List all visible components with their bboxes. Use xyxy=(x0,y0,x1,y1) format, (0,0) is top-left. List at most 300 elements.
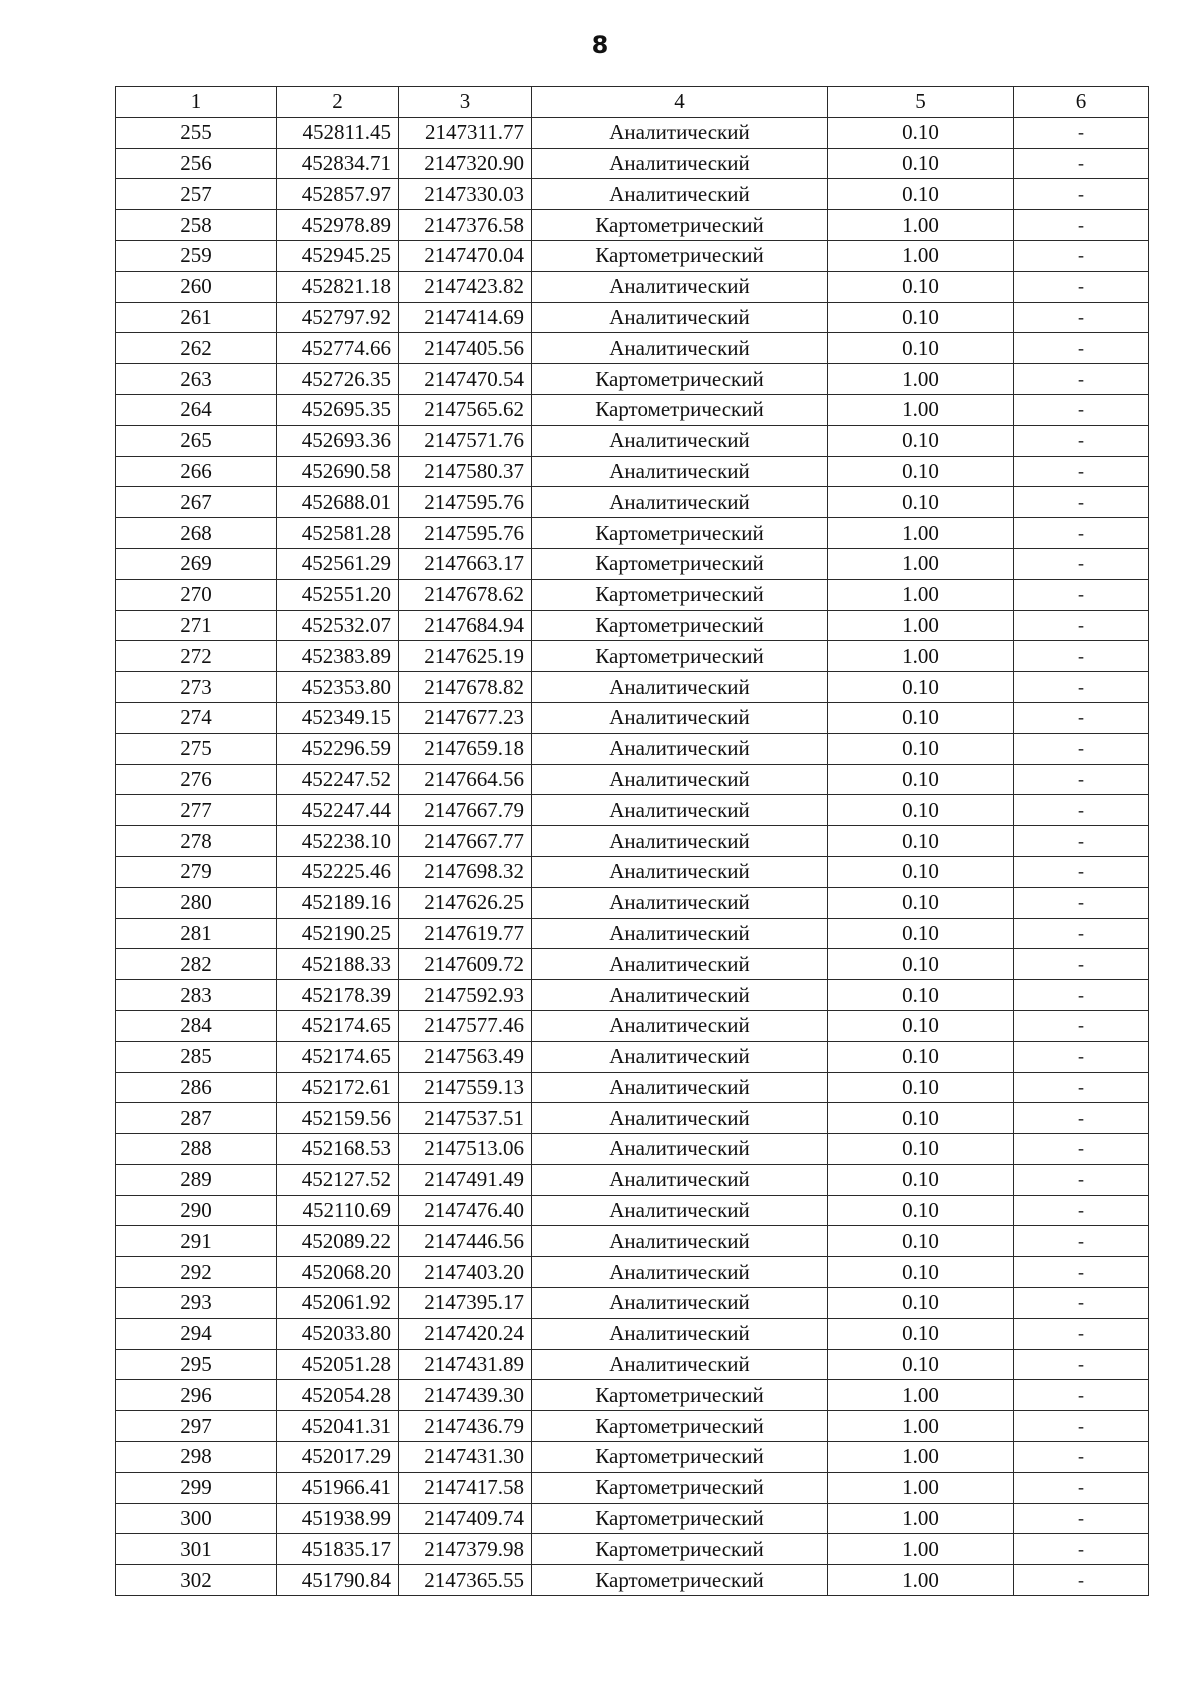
method-cell: Аналитический xyxy=(532,887,828,918)
description-cell: - xyxy=(1014,733,1149,764)
method-cell: Аналитический xyxy=(532,1072,828,1103)
method-cell: Аналитический xyxy=(532,1288,828,1319)
x-coordinate-cell: 452532.07 xyxy=(277,610,399,641)
accuracy-cell: 0.10 xyxy=(828,764,1014,795)
y-coordinate-cell: 2147414.69 xyxy=(399,302,532,333)
method-cell: Аналитический xyxy=(532,1226,828,1257)
table-row xyxy=(116,610,1149,641)
description-cell: - xyxy=(1014,1411,1149,1442)
point-number-cell: 297 xyxy=(116,1411,277,1442)
x-coordinate-cell: 452061.92 xyxy=(277,1288,399,1319)
point-number-cell: 267 xyxy=(116,487,277,518)
y-coordinate-cell: 2147446.56 xyxy=(399,1226,532,1257)
accuracy-cell: 0.10 xyxy=(828,1103,1014,1134)
x-coordinate-cell: 452353.80 xyxy=(277,672,399,703)
accuracy-cell: 1.00 xyxy=(828,548,1014,579)
y-coordinate-cell: 2147592.93 xyxy=(399,980,532,1011)
method-cell: Картометрический xyxy=(532,610,828,641)
y-coordinate-cell: 2147513.06 xyxy=(399,1134,532,1165)
table-row xyxy=(116,271,1149,302)
x-coordinate-cell: 452797.92 xyxy=(277,302,399,333)
description-cell: - xyxy=(1014,1565,1149,1596)
description-cell: - xyxy=(1014,1226,1149,1257)
x-coordinate-cell: 451835.17 xyxy=(277,1534,399,1565)
accuracy-cell: 0.10 xyxy=(828,672,1014,703)
y-coordinate-cell: 2147684.94 xyxy=(399,610,532,641)
y-coordinate-cell: 2147565.62 xyxy=(399,394,532,425)
method-cell: Картометрический xyxy=(532,548,828,579)
y-coordinate-cell: 2147626.25 xyxy=(399,887,532,918)
point-number-cell: 291 xyxy=(116,1226,277,1257)
table-row xyxy=(116,702,1149,733)
x-coordinate-cell: 452349.15 xyxy=(277,702,399,733)
y-coordinate-cell: 2147678.82 xyxy=(399,672,532,703)
description-cell: - xyxy=(1014,1380,1149,1411)
table-row xyxy=(116,425,1149,456)
y-coordinate-cell: 2147365.55 xyxy=(399,1565,532,1596)
x-coordinate-cell: 452190.25 xyxy=(277,918,399,949)
point-number-cell: 263 xyxy=(116,364,277,395)
point-number-cell: 271 xyxy=(116,610,277,641)
method-cell: Картометрический xyxy=(532,364,828,395)
description-cell: - xyxy=(1014,1503,1149,1534)
x-coordinate-cell: 451938.99 xyxy=(277,1503,399,1534)
accuracy-cell: 0.10 xyxy=(828,456,1014,487)
header-cell: 3 xyxy=(399,87,532,118)
description-cell: - xyxy=(1014,456,1149,487)
table-row xyxy=(116,672,1149,703)
table-row xyxy=(116,117,1149,148)
point-number-cell: 261 xyxy=(116,302,277,333)
method-cell: Аналитический xyxy=(532,856,828,887)
point-number-cell: 293 xyxy=(116,1288,277,1319)
description-cell: - xyxy=(1014,641,1149,672)
table-row xyxy=(116,1072,1149,1103)
point-number-cell: 270 xyxy=(116,579,277,610)
y-coordinate-cell: 2147678.62 xyxy=(399,579,532,610)
method-cell: Аналитический xyxy=(532,672,828,703)
method-cell: Аналитический xyxy=(532,271,828,302)
accuracy-cell: 1.00 xyxy=(828,1380,1014,1411)
method-cell: Аналитический xyxy=(532,980,828,1011)
table-row xyxy=(116,1380,1149,1411)
x-coordinate-cell: 452127.52 xyxy=(277,1164,399,1195)
y-coordinate-cell: 2147663.17 xyxy=(399,548,532,579)
accuracy-cell: 0.10 xyxy=(828,1072,1014,1103)
y-coordinate-cell: 2147698.32 xyxy=(399,856,532,887)
description-cell: - xyxy=(1014,949,1149,980)
point-number-cell: 280 xyxy=(116,887,277,918)
accuracy-cell: 1.00 xyxy=(828,579,1014,610)
y-coordinate-cell: 2147609.72 xyxy=(399,949,532,980)
description-cell: - xyxy=(1014,271,1149,302)
method-cell: Картометрический xyxy=(532,394,828,425)
method-cell: Аналитический xyxy=(532,1318,828,1349)
description-cell: - xyxy=(1014,702,1149,733)
y-coordinate-cell: 2147619.77 xyxy=(399,918,532,949)
x-coordinate-cell: 452774.66 xyxy=(277,333,399,364)
method-cell: Аналитический xyxy=(532,1257,828,1288)
method-cell: Аналитический xyxy=(532,333,828,364)
method-cell: Аналитический xyxy=(532,179,828,210)
x-coordinate-cell: 452561.29 xyxy=(277,548,399,579)
table-row xyxy=(116,980,1149,1011)
y-coordinate-cell: 2147563.49 xyxy=(399,1041,532,1072)
accuracy-cell: 1.00 xyxy=(828,210,1014,241)
table-row xyxy=(116,1411,1149,1442)
point-number-cell: 299 xyxy=(116,1472,277,1503)
description-cell: - xyxy=(1014,1134,1149,1165)
x-coordinate-cell: 452693.36 xyxy=(277,425,399,456)
table-row xyxy=(116,456,1149,487)
table-row xyxy=(116,887,1149,918)
description-cell: - xyxy=(1014,672,1149,703)
description-cell: - xyxy=(1014,980,1149,1011)
accuracy-cell: 0.10 xyxy=(828,1349,1014,1380)
description-cell: - xyxy=(1014,579,1149,610)
x-coordinate-cell: 452189.16 xyxy=(277,887,399,918)
point-number-cell: 282 xyxy=(116,949,277,980)
description-cell: - xyxy=(1014,826,1149,857)
table-row xyxy=(116,487,1149,518)
accuracy-cell: 0.10 xyxy=(828,887,1014,918)
table-row xyxy=(116,1010,1149,1041)
point-number-cell: 279 xyxy=(116,856,277,887)
table-row xyxy=(116,949,1149,980)
x-coordinate-cell: 452857.97 xyxy=(277,179,399,210)
method-cell: Картометрический xyxy=(532,210,828,241)
method-cell: Аналитический xyxy=(532,117,828,148)
method-cell: Картометрический xyxy=(532,1380,828,1411)
description-cell: - xyxy=(1014,1041,1149,1072)
table-row xyxy=(116,179,1149,210)
method-cell: Аналитический xyxy=(532,795,828,826)
x-coordinate-cell: 452247.44 xyxy=(277,795,399,826)
y-coordinate-cell: 2147439.30 xyxy=(399,1380,532,1411)
table-row xyxy=(116,826,1149,857)
x-coordinate-cell: 452821.18 xyxy=(277,271,399,302)
table-row xyxy=(116,764,1149,795)
description-cell: - xyxy=(1014,1288,1149,1319)
method-cell: Аналитический xyxy=(532,918,828,949)
header-cell: 4 xyxy=(532,87,828,118)
table-row xyxy=(116,1565,1149,1596)
y-coordinate-cell: 2147409.74 xyxy=(399,1503,532,1534)
table-row xyxy=(116,918,1149,949)
point-number-cell: 273 xyxy=(116,672,277,703)
y-coordinate-cell: 2147403.20 xyxy=(399,1257,532,1288)
table-row xyxy=(116,1503,1149,1534)
method-cell: Картометрический xyxy=(532,1472,828,1503)
point-number-cell: 284 xyxy=(116,1010,277,1041)
description-cell: - xyxy=(1014,425,1149,456)
table-row xyxy=(116,1164,1149,1195)
point-number-cell: 286 xyxy=(116,1072,277,1103)
description-cell: - xyxy=(1014,487,1149,518)
description-cell: - xyxy=(1014,364,1149,395)
method-cell: Аналитический xyxy=(532,1041,828,1072)
table-row xyxy=(116,548,1149,579)
y-coordinate-cell: 2147659.18 xyxy=(399,733,532,764)
description-cell: - xyxy=(1014,518,1149,549)
method-cell: Аналитический xyxy=(532,1103,828,1134)
point-number-cell: 290 xyxy=(116,1195,277,1226)
table-row xyxy=(116,641,1149,672)
accuracy-cell: 1.00 xyxy=(828,1411,1014,1442)
description-cell: - xyxy=(1014,1072,1149,1103)
header-cell: 1 xyxy=(116,87,277,118)
description-cell: - xyxy=(1014,548,1149,579)
method-cell: Аналитический xyxy=(532,826,828,857)
x-coordinate-cell: 452041.31 xyxy=(277,1411,399,1442)
method-cell: Аналитический xyxy=(532,1010,828,1041)
table-row xyxy=(116,1103,1149,1134)
point-number-cell: 259 xyxy=(116,240,277,271)
point-number-cell: 295 xyxy=(116,1349,277,1380)
x-coordinate-cell: 452178.39 xyxy=(277,980,399,1011)
description-cell: - xyxy=(1014,1164,1149,1195)
accuracy-cell: 0.10 xyxy=(828,918,1014,949)
table-row xyxy=(116,364,1149,395)
accuracy-cell: 0.10 xyxy=(828,826,1014,857)
point-number-cell: 258 xyxy=(116,210,277,241)
method-cell: Картометрический xyxy=(532,641,828,672)
table-row xyxy=(116,148,1149,179)
y-coordinate-cell: 2147431.89 xyxy=(399,1349,532,1380)
point-number-cell: 272 xyxy=(116,641,277,672)
accuracy-cell: 0.10 xyxy=(828,302,1014,333)
accuracy-cell: 0.10 xyxy=(828,148,1014,179)
x-coordinate-cell: 452238.10 xyxy=(277,826,399,857)
x-coordinate-cell: 452110.69 xyxy=(277,1195,399,1226)
description-cell: - xyxy=(1014,1442,1149,1473)
table-row xyxy=(116,210,1149,241)
x-coordinate-cell: 452834.71 xyxy=(277,148,399,179)
method-cell: Аналитический xyxy=(532,1164,828,1195)
point-number-cell: 255 xyxy=(116,117,277,148)
y-coordinate-cell: 2147537.51 xyxy=(399,1103,532,1134)
table-row xyxy=(116,1534,1149,1565)
x-coordinate-cell: 452383.89 xyxy=(277,641,399,672)
table-header-row xyxy=(116,87,1149,118)
method-cell: Аналитический xyxy=(532,487,828,518)
y-coordinate-cell: 2147664.56 xyxy=(399,764,532,795)
point-number-cell: 264 xyxy=(116,394,277,425)
header-cell: 2 xyxy=(277,87,399,118)
y-coordinate-cell: 2147559.13 xyxy=(399,1072,532,1103)
accuracy-cell: 1.00 xyxy=(828,1534,1014,1565)
y-coordinate-cell: 2147311.77 xyxy=(399,117,532,148)
description-cell: - xyxy=(1014,148,1149,179)
table-row xyxy=(116,394,1149,425)
header-cell: 5 xyxy=(828,87,1014,118)
x-coordinate-cell: 452174.65 xyxy=(277,1010,399,1041)
table-row xyxy=(116,302,1149,333)
x-coordinate-cell: 452225.46 xyxy=(277,856,399,887)
point-number-cell: 298 xyxy=(116,1442,277,1473)
point-number-cell: 256 xyxy=(116,148,277,179)
x-coordinate-cell: 451790.84 xyxy=(277,1565,399,1596)
coordinates-table xyxy=(115,86,1149,1596)
description-cell: - xyxy=(1014,1472,1149,1503)
x-coordinate-cell: 452172.61 xyxy=(277,1072,399,1103)
accuracy-cell: 1.00 xyxy=(828,1565,1014,1596)
accuracy-cell: 1.00 xyxy=(828,240,1014,271)
description-cell: - xyxy=(1014,1195,1149,1226)
accuracy-cell: 0.10 xyxy=(828,1288,1014,1319)
y-coordinate-cell: 2147330.03 xyxy=(399,179,532,210)
description-cell: - xyxy=(1014,210,1149,241)
y-coordinate-cell: 2147470.54 xyxy=(399,364,532,395)
y-coordinate-cell: 2147431.30 xyxy=(399,1442,532,1473)
accuracy-cell: 0.10 xyxy=(828,487,1014,518)
point-number-cell: 294 xyxy=(116,1318,277,1349)
method-cell: Картометрический xyxy=(532,1565,828,1596)
x-coordinate-cell: 452296.59 xyxy=(277,733,399,764)
x-coordinate-cell: 452581.28 xyxy=(277,518,399,549)
accuracy-cell: 1.00 xyxy=(828,1472,1014,1503)
method-cell: Картометрический xyxy=(532,1442,828,1473)
accuracy-cell: 1.00 xyxy=(828,1442,1014,1473)
description-cell: - xyxy=(1014,887,1149,918)
table-row xyxy=(116,579,1149,610)
description-cell: - xyxy=(1014,856,1149,887)
accuracy-cell: 0.10 xyxy=(828,117,1014,148)
point-number-cell: 292 xyxy=(116,1257,277,1288)
x-coordinate-cell: 452690.58 xyxy=(277,456,399,487)
method-cell: Аналитический xyxy=(532,949,828,980)
point-number-cell: 265 xyxy=(116,425,277,456)
x-coordinate-cell: 452174.65 xyxy=(277,1041,399,1072)
accuracy-cell: 0.10 xyxy=(828,1318,1014,1349)
method-cell: Аналитический xyxy=(532,1195,828,1226)
method-cell: Картометрический xyxy=(532,1534,828,1565)
table-row xyxy=(116,1442,1149,1473)
y-coordinate-cell: 2147667.77 xyxy=(399,826,532,857)
x-coordinate-cell: 452168.53 xyxy=(277,1134,399,1165)
method-cell: Картометрический xyxy=(532,579,828,610)
y-coordinate-cell: 2147595.76 xyxy=(399,518,532,549)
accuracy-cell: 0.10 xyxy=(828,1041,1014,1072)
accuracy-cell: 1.00 xyxy=(828,394,1014,425)
y-coordinate-cell: 2147405.56 xyxy=(399,333,532,364)
accuracy-cell: 0.10 xyxy=(828,1164,1014,1195)
x-coordinate-cell: 452726.35 xyxy=(277,364,399,395)
x-coordinate-cell: 452188.33 xyxy=(277,949,399,980)
accuracy-cell: 1.00 xyxy=(828,641,1014,672)
accuracy-cell: 0.10 xyxy=(828,856,1014,887)
x-coordinate-cell: 452068.20 xyxy=(277,1257,399,1288)
table-row xyxy=(116,1195,1149,1226)
accuracy-cell: 0.10 xyxy=(828,1134,1014,1165)
y-coordinate-cell: 2147595.76 xyxy=(399,487,532,518)
x-coordinate-cell: 452695.35 xyxy=(277,394,399,425)
table-row xyxy=(116,1472,1149,1503)
point-number-cell: 276 xyxy=(116,764,277,795)
description-cell: - xyxy=(1014,117,1149,148)
description-cell: - xyxy=(1014,179,1149,210)
table-row xyxy=(116,1288,1149,1319)
x-coordinate-cell: 452051.28 xyxy=(277,1349,399,1380)
point-number-cell: 283 xyxy=(116,980,277,1011)
accuracy-cell: 1.00 xyxy=(828,610,1014,641)
description-cell: - xyxy=(1014,764,1149,795)
method-cell: Аналитический xyxy=(532,148,828,179)
point-number-cell: 281 xyxy=(116,918,277,949)
y-coordinate-cell: 2147625.19 xyxy=(399,641,532,672)
point-number-cell: 287 xyxy=(116,1103,277,1134)
accuracy-cell: 0.10 xyxy=(828,1257,1014,1288)
table-row xyxy=(116,518,1149,549)
accuracy-cell: 0.10 xyxy=(828,702,1014,733)
x-coordinate-cell: 452089.22 xyxy=(277,1226,399,1257)
point-number-cell: 268 xyxy=(116,518,277,549)
table-row xyxy=(116,795,1149,826)
y-coordinate-cell: 2147491.49 xyxy=(399,1164,532,1195)
x-coordinate-cell: 452159.56 xyxy=(277,1103,399,1134)
y-coordinate-cell: 2147423.82 xyxy=(399,271,532,302)
x-coordinate-cell: 452551.20 xyxy=(277,579,399,610)
header-cell: 6 xyxy=(1014,87,1149,118)
table-row xyxy=(116,1226,1149,1257)
x-coordinate-cell: 452033.80 xyxy=(277,1318,399,1349)
y-coordinate-cell: 2147677.23 xyxy=(399,702,532,733)
table-row xyxy=(116,1318,1149,1349)
point-number-cell: 296 xyxy=(116,1380,277,1411)
point-number-cell: 278 xyxy=(116,826,277,857)
point-number-cell: 266 xyxy=(116,456,277,487)
accuracy-cell: 0.10 xyxy=(828,980,1014,1011)
x-coordinate-cell: 452811.45 xyxy=(277,117,399,148)
page-number: 8 xyxy=(591,31,609,59)
point-number-cell: 300 xyxy=(116,1503,277,1534)
description-cell: - xyxy=(1014,1103,1149,1134)
x-coordinate-cell: 452978.89 xyxy=(277,210,399,241)
y-coordinate-cell: 2147420.24 xyxy=(399,1318,532,1349)
accuracy-cell: 0.10 xyxy=(828,733,1014,764)
point-number-cell: 274 xyxy=(116,702,277,733)
y-coordinate-cell: 2147571.76 xyxy=(399,425,532,456)
accuracy-cell: 1.00 xyxy=(828,1503,1014,1534)
method-cell: Аналитический xyxy=(532,456,828,487)
point-number-cell: 289 xyxy=(116,1164,277,1195)
description-cell: - xyxy=(1014,1257,1149,1288)
description-cell: - xyxy=(1014,333,1149,364)
method-cell: Картометрический xyxy=(532,518,828,549)
accuracy-cell: 0.10 xyxy=(828,333,1014,364)
y-coordinate-cell: 2147580.37 xyxy=(399,456,532,487)
method-cell: Аналитический xyxy=(532,764,828,795)
table-row xyxy=(116,240,1149,271)
x-coordinate-cell: 452945.25 xyxy=(277,240,399,271)
accuracy-cell: 0.10 xyxy=(828,1226,1014,1257)
table-row xyxy=(116,1134,1149,1165)
point-number-cell: 302 xyxy=(116,1565,277,1596)
x-coordinate-cell: 452054.28 xyxy=(277,1380,399,1411)
description-cell: - xyxy=(1014,1010,1149,1041)
accuracy-cell: 0.10 xyxy=(828,795,1014,826)
method-cell: Картометрический xyxy=(532,1411,828,1442)
point-number-cell: 301 xyxy=(116,1534,277,1565)
point-number-cell: 285 xyxy=(116,1041,277,1072)
table-row xyxy=(116,1257,1149,1288)
description-cell: - xyxy=(1014,302,1149,333)
accuracy-cell: 0.10 xyxy=(828,1010,1014,1041)
point-number-cell: 262 xyxy=(116,333,277,364)
description-cell: - xyxy=(1014,394,1149,425)
method-cell: Картометрический xyxy=(532,1503,828,1534)
description-cell: - xyxy=(1014,1349,1149,1380)
